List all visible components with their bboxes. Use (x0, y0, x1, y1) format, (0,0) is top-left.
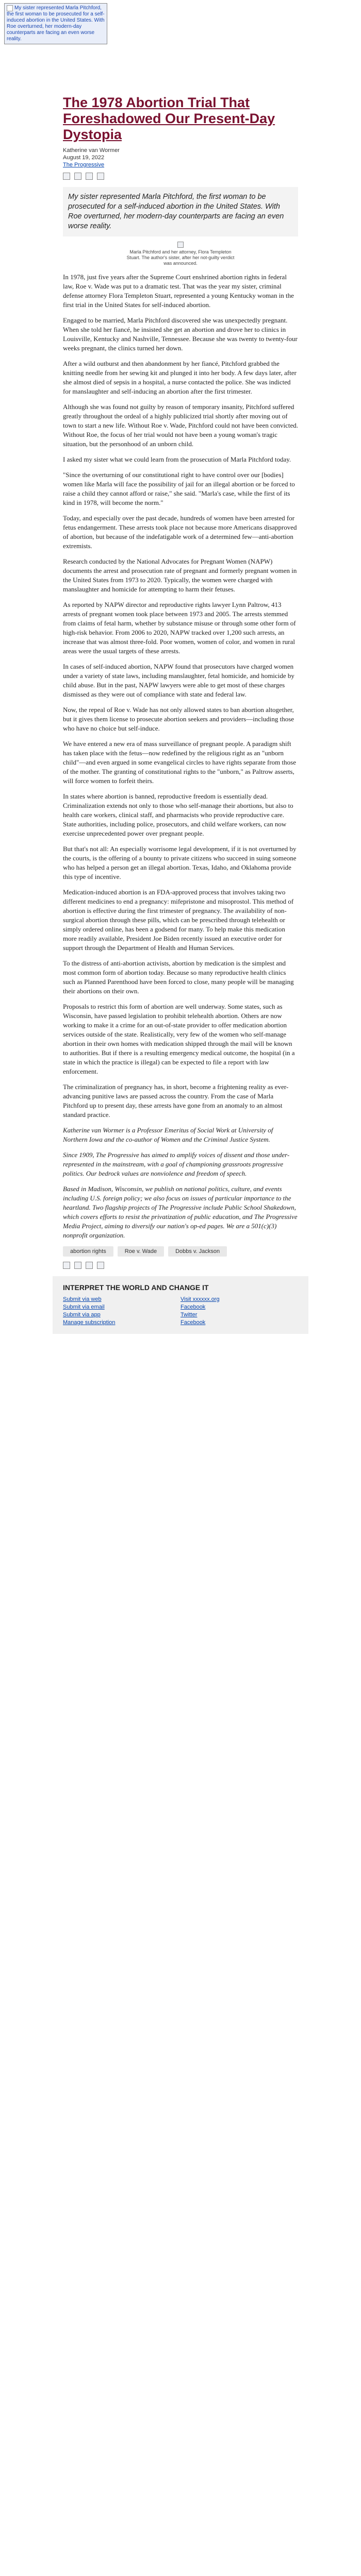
footer-column-social (180, 1296, 298, 1327)
tag-list (63, 1246, 298, 1257)
share-link-icon[interactable] (97, 1262, 104, 1269)
article-paragraph: In cases of self-induced abortion, NAPW found that prosecutors have charged women under a variety of state laws, including manslaughter, fetal homicide, and homicide by child abuse. But in the past, NAPW lawyers were able to get most of these charges dismissed as they were out of compliance with state and federal law. (63, 663, 294, 698)
caption-text: Marla Pitchford and her attorney, Flora Templeton Stuart. The author's sister, after her not-guilty verdict was announced. (126, 249, 235, 266)
article-paragraph: Medication-induced abortion is an FDA-approved process that involves taking two different medicines to end a pregnancy: mifepristone and misoprostol. This method of abortion is effective during the first trimester of pregnancy. The availability of non-surgical abortion through these pills, which can be prescribed through telehealth or simply ordered online, has been a godsend for many. To help make this medication more readily available, President Joe Biden recently issued an executive order for support through the Department of Health and Human Services. (63, 888, 294, 952)
article-paragraph: Research conducted by the National Advocates for Pregnant Women (NAPW) documents the arrest and prosecution rate of pregnant and formerly pregnant women in the United States from 1973 to 2020. Typically, the women were charged with manslaughter and homicide for attempting to harm their fetuses. (63, 557, 297, 593)
footer-link[interactable]: Visit xxxxxx.org (180, 1296, 220, 1302)
share-facebook-icon[interactable] (63, 173, 70, 180)
footer-link[interactable]: Facebook (180, 1319, 206, 1326)
article-author: Katherine van Wormer (63, 147, 120, 154)
tag-chip[interactable]: Dobbs v. Jackson (168, 1246, 227, 1257)
footer-link[interactable]: Submit via app (63, 1312, 101, 1318)
share-email-icon[interactable] (86, 1262, 93, 1269)
footer-column-submit (63, 1296, 180, 1327)
preheader-broken-image (4, 3, 107, 44)
article-date: August 19, 2022 (63, 155, 105, 161)
article-body (63, 273, 298, 1120)
publication-link[interactable]: The Progressive (63, 162, 105, 168)
email-footer (53, 1276, 308, 1334)
email-body (53, 53, 308, 1334)
bio-paragraph: Katherine van Wormer is a Professor Emeritus of Social Work at University of Northern Iowa and the co-author of Women and the Criminal Justice System. (63, 1126, 273, 1143)
share-facebook-icon[interactable] (63, 1262, 70, 1269)
preheader-text: My sister represented Marla Pitchford, the first woman to be prosecuted for a self-induced abortion in the United States. With Roe overturned, her modern-day counterparts are facing an even worse reality. (7, 5, 105, 42)
article-paragraph: After a wild outburst and then abandonment by her fiancé, Pitchford grabbed the knitting needle from her sewing kit and plunged it into her body. A few days later, after she almost died of sepsis in a hospital, a nurse contacted the police. She was indicted for manslaughter and self-inducing an abortion after the first trimester. (63, 360, 297, 395)
footer-link[interactable]: Submit via web (63, 1296, 102, 1302)
article-dek: My sister represented Marla Pitchford, the first woman to be prosecuted for a self-induced abortion in the United States. With Roe overturned, her modern-day counterparts are facing an even worse reality. (63, 187, 298, 236)
footer-link[interactable]: Twitter (180, 1312, 198, 1318)
tag-chip[interactable]: Roe v. Wade (118, 1246, 164, 1257)
footer-heading: INTERPRET THE WORLD AND CHANGE IT (63, 1283, 209, 1292)
article-paragraph: Engaged to be married, Marla Pitchford discovered she was unexpectedly pregnant. When she told her fiancé, he insisted she get an abortion and drove her to clinics in Louisville, Kentucky and Nashville, Tennessee. Because she was twenty to twenty-four weeks pregnant, the clinics turned her down. (63, 316, 298, 352)
footer-link[interactable]: Facebook (180, 1304, 206, 1310)
image-caption (124, 242, 237, 266)
bio-paragraph: Based in Madison, Wisconsin, we publish on national politics, culture, and events including U.S. foreign policy; we also focus on issues of particular importance to the heartland. Two flagship projects of The Progressive include Public School Shakedown, which covers efforts to resist the privatization of public education, and The Progressive Media Project, aiming to diversify our nation's op-ed pages. We are a 501(c)(3) nonprofit organization. (63, 1185, 298, 1239)
bio-paragraph: Since 1909, The Progressive has aimed to amplify voices of dissent and those under-represented in the mainstream, with a goal of championing grassroots progressive politics. Our bedrock values are nonviolence and freedom of speech. (63, 1151, 290, 1177)
broken-image-icon (177, 242, 184, 248)
article-paragraph: Proposals to restrict this form of abortion are well underway. Some states, such as Wisconsin, have passed legislation to prohibit telehealth abortion. Others are now working to make it a crime for an out-of-state provider to offer medication abortion services outside of the state. Realistically, very few of the women who self-manage abortion in their own homes with medication shipped through the mail will be known to authorities. But if there is a resulting emergency medical outcome, the hospital (in a state in which the practice is illegal) can be expected to file a report with law enforcement. (63, 1003, 295, 1075)
tag-chip[interactable]: abortion rights (63, 1246, 113, 1257)
article-paragraph: But that's not all: An especially worrisome legal development, if it is not overturned by the courts, is the offering of a bounty to private citizens who succeed in suing someone who has helped a person get an illegal abortion. Texas, Idaho, and Oklahoma provide this type of incentive. (63, 845, 297, 880)
article-paragraph: Today, and especially over the past decade, hundreds of women have been arrested for fetus endangerment. These arrests took place not because more Americans disapproved of abortion, but because of the indefatigable work of a determined few—anti-abortion extremists. (63, 514, 297, 550)
share-icons (63, 173, 298, 180)
share-email-icon[interactable] (86, 173, 93, 180)
footer-share-icons (63, 1262, 298, 1269)
broken-image-icon (7, 5, 13, 11)
article-paragraph: I asked my sister what we could learn from the prosecution of Marla Pitchford today. (63, 455, 291, 463)
author-bio (63, 1126, 298, 1240)
article-paragraph: "Since the overturning of our constitutional right to have control over our [bodies] women like Marla will face the possibility of jail for an illegal abortion or be forced to raise a child they cannot afford or raise," she said. "Marla's case, while the first of its kind in 1978, will become the norm." (63, 471, 295, 506)
footer-link[interactable]: Submit via email (63, 1304, 105, 1310)
article-paragraph: The criminalization of pregnancy has, in short, become a frightening reality as ever-advancing punitive laws are passed across the country. From the case of Marla Pitchford up to present day, these arrests have gone from an anomaly to an almost standard practice. (63, 1083, 289, 1118)
article-paragraph: We have entered a new era of mass surveillance of pregnant people. A paradigm shift has taken place with the fetus—now redefined by the religious right as an "unborn child"—and even argued in some evangelical circles to have rights separate from those of the mother. The granting of constitutional rights to the "unborn," as Paltrow asserts, will force women to forfeit theirs. (63, 740, 296, 785)
article-meta (63, 147, 298, 168)
footer-link[interactable]: Manage subscription (63, 1319, 116, 1326)
article-paragraph: In states where abortion is banned, reproductive freedom is essentially dead. Criminalization extends not only to those who self-manage their abortions, but also to health care workers, clinical staff, and pharmacists who provide reproductive care. State authorities, including police, prosecutors, and child welfare workers, can now exercise unprecedented power over pregnant people. (63, 792, 293, 837)
article-paragraph: As reported by NAPW director and reproductive rights lawyer Lynn Paltrow, 413 arrests of pregnant women took place between 1973 and 2005. The arrests stemmed from claims of fetal harm, whether by substance misuse or through some other form of high-risk behavior. From 2006 to 2020, NAPW tracked over 1,200 such arrests, an increase that was almost three-fold. Poor women, women of color, and women in rural areas were the usual targets of these arrests. (63, 601, 296, 655)
article-title[interactable]: The 1978 Abortion Trial That Foreshadowed Our Present-Day Dystopia (63, 95, 275, 142)
article-paragraph: Now, the repeal of Roe v. Wade has not only allowed states to ban abortion altogether, but it gives them license to prosecute abortion seekers and providers—including those who have no choice but self-induce. (63, 706, 294, 732)
share-twitter-icon[interactable] (74, 173, 81, 180)
share-link-icon[interactable] (97, 173, 104, 180)
share-twitter-icon[interactable] (74, 1262, 81, 1269)
article-paragraph: Although she was found not guilty by reason of temporary insanity, Pitchford suffered greatly throughout the ordeal of a highly publicized trial shortly after moving out of town to start a new life. Without Roe v. Wade, Pitchford could not have been convicted. Without Roe, the focus of her trial would not have been a young woman's tragic situation, but the personhood of an unborn child. (63, 403, 298, 448)
article-paragraph: To the distress of anti-abortion activists, abortion by medication is the simplest and most common form of abortion today. Because so many reproductive health clinics such as Planned Parenthood have been forced to close, many people will be managing their abortions on their own. (63, 959, 294, 995)
article-paragraph: In 1978, just five years after the Supreme Court enshrined abortion rights in federal law, Roe v. Wade was put to a dramatic test. That was the year my sister, criminal defense attorney Flora Templeton Stuart, represented a young Kentucky woman in the first trial in the United States for self-induced abortion. (63, 273, 294, 309)
